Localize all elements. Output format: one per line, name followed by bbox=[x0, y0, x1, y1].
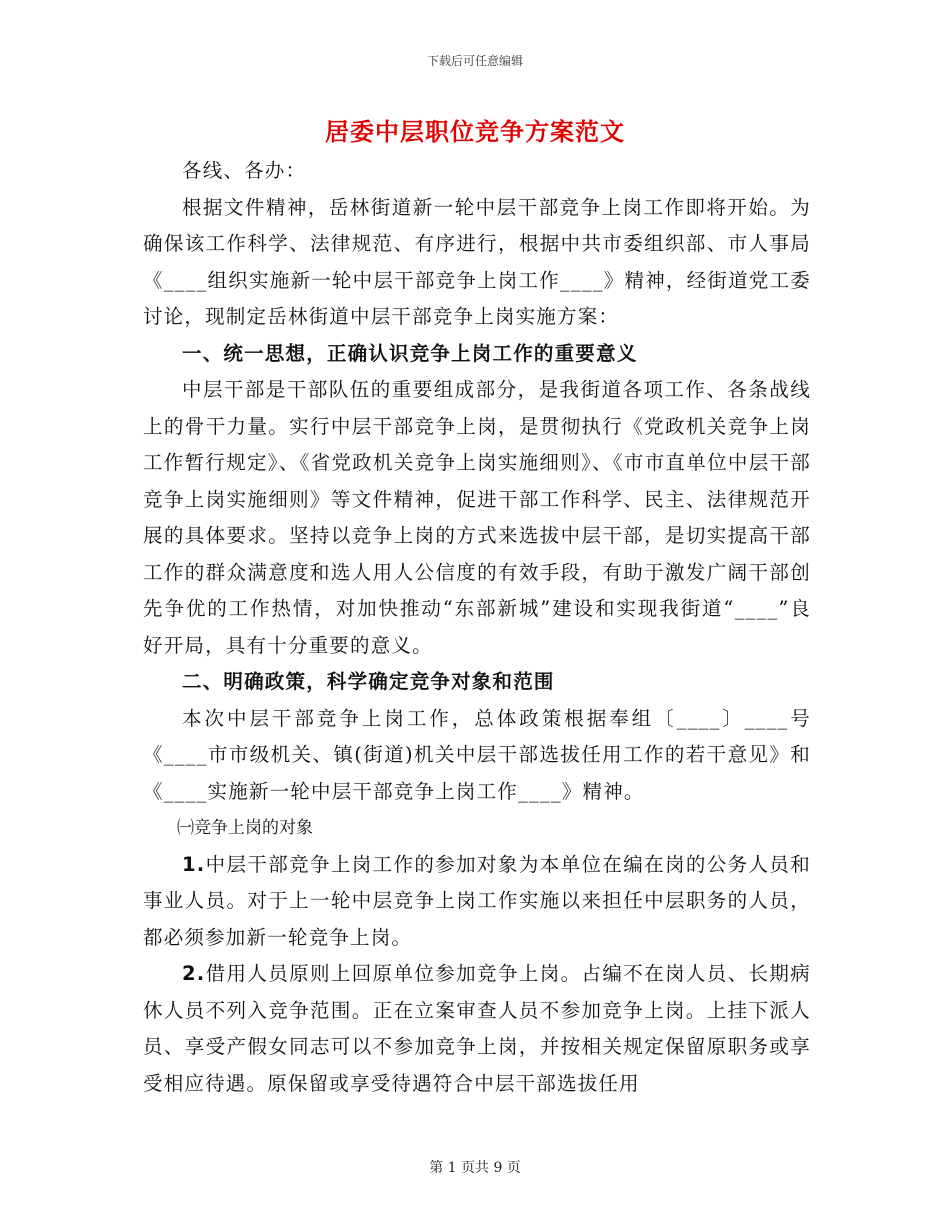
item-2 bbox=[143, 956, 811, 1102]
item-1-number: 1. bbox=[182, 852, 206, 876]
subsection-1-heading: ㈠竞争上岗的对象 bbox=[177, 818, 313, 838]
document-title: 居委中层职位竞争方案范文 bbox=[325, 117, 625, 146]
salutation: 各线、各办： bbox=[182, 159, 307, 182]
section-1-heading: 一、统一思想，正确认识竞争上岗工作的重要意义 bbox=[182, 341, 638, 365]
section-2-body: 本次中层干部竞争上岗工作，总体政策根据奉组〔____〕____号《____市市级机关、镇(街道)机关中层干部选拔任用工作的若干意见》和《____实施新一轮中层干部竞争上岗工作____》精神。 bbox=[143, 706, 811, 803]
section-1-body: 中层干部是干部队伍的重要组成部分，是我街道各项工作、各条战线上的骨干力量。实行中层干部竞争上岗，是贯彻执行《党政机关竞争上岗工作暂行规定》、《省党政机关竞争上岗实施细则》、《市市直单位中层干部竞争上岗实施细则》等文件精神，促进干部工作科学、民主、法律规范开展的具体要求。坚持以竞争上岗的方式来选拔中层干部，是切实提高干部工作的群众满意度和选人用人公信度的有效手段，有助于激发广阔干部创先争优的工作热情，对加快推动“东部新城”建设和实现我街道“____”良好开局，具有十分重要的意义。 bbox=[143, 378, 811, 657]
intro-paragraph: 根据文件精神，岳林街道新一轮中层干部竞争上岗工作即将开始。为确保该工作科学、法律规范、有序进行，根据中共市委组织部、市人事局《____组织实施新一轮中层干部竞争上岗工作____》精神，经街道党工委讨论，现制定岳林街道中层干部竞争上岗实施方案： bbox=[143, 195, 811, 328]
page-footer: 第 1 页共 9 页 bbox=[429, 1160, 521, 1176]
item-2-text: 借用人员原则上回原单位参加竞争上岗。占编不在岗人员、长期病休人员不列入竞争范围。正在立案审查人员不参加竞争上岗。上挂下派人员、享受产假女同志可以不参加竞争上岗，并按相关规定保留原职务或享受相应待遇。原保留或享受待遇符合中层干部选拔任用 bbox=[143, 962, 811, 1095]
document-body bbox=[143, 153, 811, 1102]
header-note: 下载后可任意编辑 bbox=[426, 54, 523, 68]
item-1-text: 中层干部竞争上岗工作的参加对象为本单位在编在岗的公务人员和事业人员。对于上一轮中层竞争上岗工作实施以来担任中层职务的人员，都必须参加新一轮竞争上岗。 bbox=[143, 852, 811, 949]
section-2-heading: 二、明确政策，科学确定竞争对象和范围 bbox=[182, 670, 555, 693]
item-2-number: 2. bbox=[182, 962, 206, 985]
item-1 bbox=[143, 847, 811, 957]
